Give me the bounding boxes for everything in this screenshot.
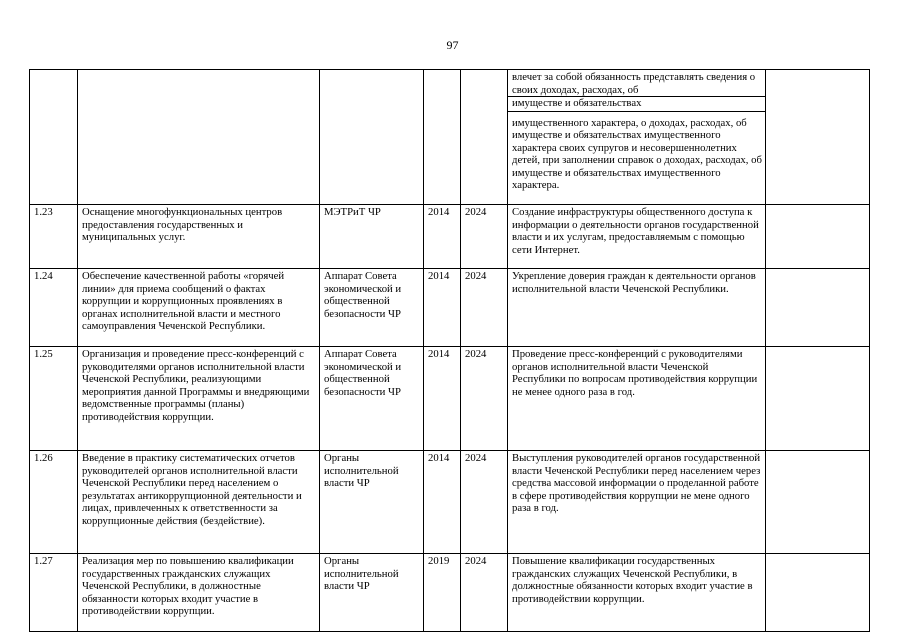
cell-note: [766, 205, 870, 269]
cell-num: 1.26: [30, 451, 78, 554]
cell-start: 2014: [424, 347, 461, 451]
cell-executor: Органы исполнительной власти ЧР: [320, 554, 424, 632]
cell-note: [766, 347, 870, 451]
cell-result: Повышение квалификации государственных гражданских служащих Чеченской Республики, в должностные обязанности которых входит участие в противодействии коррупции.: [508, 554, 766, 632]
table-row: [30, 205, 870, 269]
cell-measure: Оснащение многофункциональных центров предоставления государственных и муниципальных услуг.: [78, 205, 320, 269]
result-part-1: влечет за собой обязанность представлять сведения о своих доходах, расходах, об: [508, 71, 765, 97]
cell-end: [461, 70, 508, 205]
cell-result: Создание инфраструктуры общественного доступа к информации о деятельности органов государственной власти и их услугам, предоставляемым с помощью сети Интернет.: [508, 205, 766, 269]
cell-result: Проведение пресс-конференций с руководителями органов исполнительной власти Чеченской Республики по вопросам противодействия коррупции не менее одного раза в год.: [508, 347, 766, 451]
cell-num: 1.24: [30, 269, 78, 347]
cell-end: 2024: [461, 451, 508, 554]
cell-note: [766, 269, 870, 347]
cell-num: 1.23: [30, 205, 78, 269]
cell-start: [424, 70, 461, 205]
cell-executor: Аппарат Совета экономической и общественной безопасности ЧР: [320, 269, 424, 347]
table-row: [30, 451, 870, 554]
cell-end: 2024: [461, 269, 508, 347]
result-part-2: имуществе и обязательствах: [508, 97, 765, 112]
cell-measure: Обеспечение качественной работы «горячей линии» для приема сообщений о фактах коррупции и коррупционных проявлениях в органах исполнительной власти и местного самоуправления Чеченской Республики.: [78, 269, 320, 347]
cell-start: 2019: [424, 554, 461, 632]
page-number: 97: [446, 38, 459, 52]
cell-result: [508, 70, 766, 205]
cell-num: [30, 70, 78, 205]
program-measures-table: [29, 69, 870, 632]
cell-executor: Органы исполнительной власти ЧР: [320, 451, 424, 554]
cell-num: 1.27: [30, 554, 78, 632]
cell-measure: [78, 70, 320, 205]
table-row: [30, 269, 870, 347]
table-row: [30, 554, 870, 632]
cell-executor: МЭТРиТ ЧР: [320, 205, 424, 269]
cell-end: 2024: [461, 347, 508, 451]
cell-start: 2014: [424, 451, 461, 554]
cell-executor: Аппарат Совета экономической и общественной безопасности ЧР: [320, 347, 424, 451]
cell-executor: [320, 70, 424, 205]
table-row: [30, 347, 870, 451]
cell-note: [766, 554, 870, 632]
cell-result: Выступления руководителей органов государственной власти Чеченской Республики перед населением через средства массовой информации о проделанной работе в сфере противодействия коррупции не мене одного раза в год.: [508, 451, 766, 554]
cell-num: 1.25: [30, 347, 78, 451]
cell-end: 2024: [461, 554, 508, 632]
cell-measure: Введение в практику систематических отчетов руководителей органов исполнительной власти Чеченской Республики перед населением о результатах антикоррупционной деятельности и лицах, привлеченных к ответственности за коррупционные действия (бездействие).: [78, 451, 320, 554]
cell-measure: Реализация мер по повышению квалификации государственных гражданских служащих Чеченской Республики, в должностные обязанности которых входит участие в противодействии коррупции.: [78, 554, 320, 632]
cell-measure: Организация и проведение пресс-конференций с руководителями органов исполнительной власти Чеченской Республики, реализующими мероприятия данной Программы и внедряющими ведомственные программы (планы) противодействия коррупции.: [78, 347, 320, 451]
result-part-3: имущественного характера, о доходах, расходах, об имуществе и обязательствах имущественного характера своих супругов и несовершеннолетних детей, при заполнении справок о доходах, расходах, об имуществе и обязательствах имущественного характера.: [512, 116, 762, 191]
cell-result: Укрепление доверия граждан к деятельности органов исполнительной власти Чеченской Республики.: [508, 269, 766, 347]
cell-end: 2024: [461, 205, 508, 269]
cell-start: 2014: [424, 205, 461, 269]
table-row-continuation: [30, 70, 870, 205]
cell-note: [766, 451, 870, 554]
cell-note: [766, 70, 870, 205]
cell-start: 2014: [424, 269, 461, 347]
